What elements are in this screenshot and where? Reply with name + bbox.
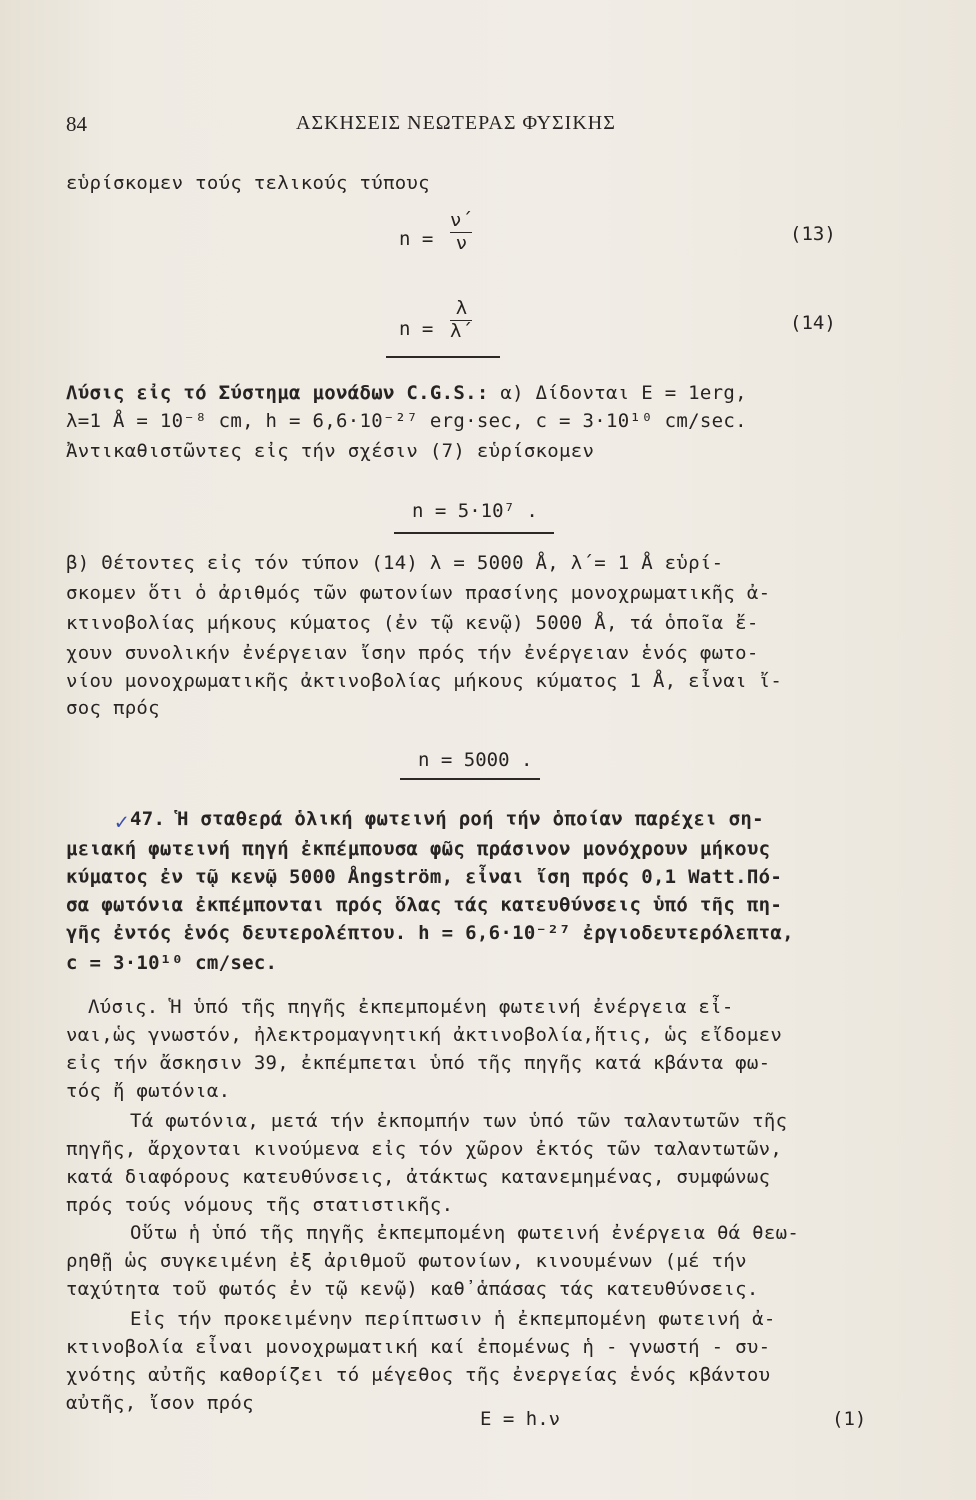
page-number: 84 [66,112,87,136]
result-a: n = 5·10⁷ . [412,500,538,522]
problem47-line-3: κύματος ἐν τῷ κενῷ 5000 Ångström, εἶναι ἴση πρός 0,1 Watt.Πό- [66,866,783,888]
eq14-numerator: λ [455,297,468,319]
eq13-tag: (13) [790,223,836,245]
solution1-heading: Λύσις εἰς τό Σύστημα μονάδων C.G.S.: [66,382,489,404]
solution2-line-2: ναι,ὡς γνωστόν, ἠλεκτρομαγνητική ἀκτινοβολία,ἥτις, ὡς εἴδομεν [66,1024,783,1046]
solution2-line-15: αὐτῆς, ἴσον πρός [66,1392,254,1414]
eq1-tag: (1) [832,1408,867,1430]
section-rule [400,778,540,780]
solution2-line-6: πηγῆς, ἄρχονται κινούμενα εἰς τόν χῶρον ἐκτός τῶν ταλαντωτῶν, [66,1138,783,1160]
solution2-line-4: τός ἤ φωτόνια. [66,1080,231,1102]
solution1-b-line-4: χουν συνολικήν ἐνέργειαν ἴσην πρός τήν ἐνέργειαν ἑνός φωτο- [66,642,759,664]
solution2-line-1: Λύσις. Ἡ ὑπό τῆς πηγῆς ἐκπεμπομένη φωτεινή ἐνέργεια εἶ- [88,996,734,1018]
eq14-fraction [450,298,473,343]
problem47-line-1: 47. Ἡ σταθερά ὁλική φωτεινή ροή τήν ὁποίαν παρέχει ση- [130,808,764,830]
solution2-line-7: κατά διαφόρους κατευθύνσεις, ἀτάκτως κατανεμημένας, συμφώνως [66,1166,771,1188]
solution1-b-line-1: β) Θέτοντες εἰς τόν τύπον (14) λ = 5000 Å, λ΄= 1 Å εὑρί- [66,552,724,574]
eq13-fraction [450,210,473,255]
result-b: n = 5000 . [418,749,533,771]
solution1-line-2: λ=1 Å = 10⁻⁸ cm, h = 6,6·10⁻²⁷ erg·sec, c = 3·10¹⁰ cm/sec. [66,410,747,432]
solution1-line-3: Ἀντικαθιστῶντες εἰς τήν σχέσιν (7) εὑρίσκομεν [66,440,595,462]
eq14-denominator: λ΄ [450,320,473,343]
eq14-lhs: n = [399,318,434,340]
solution1-b-line-3: κτινοβολίας μήκους κύματος (ἐν τῷ κενῷ) 5000 Å, τά ὁποῖα ἔ- [66,612,759,634]
solution1-b-line-6: σος πρός [66,697,160,719]
solution2-line-9: Οὕτω ἡ ὑπό τῆς πηγῆς ἐκπεμπομένη φωτεινή ἐνέργεια θά θεω- [130,1222,800,1244]
eq14-tag: (14) [790,312,836,334]
solution2-line-8: πρός τούς νόμους τῆς στατιστικῆς. [66,1194,454,1216]
problem47-line-5: γῆς ἐντός ἑνός δευτερολέπτου. h = 6,6·10⁻²⁷ ἐργιοδευτερόλεπτα, [66,922,794,944]
solution2-line-3: εἰς τήν ἄσκησιν 39, ἐκπέμπεται ὑπό τῆς πηγῆς κατά κβάντα φω- [66,1052,771,1074]
eq1: Ε = h.ν [480,1408,561,1430]
solution2-line-14: χνότης αὐτῆς καθορίζει τό μέγεθος τῆς ἐνεργείας ἑνός κβάντου [66,1364,771,1386]
eq13-lhs: n = [399,228,434,250]
solution2-line-5: Τά φωτόνια, μετά τήν ἐκπομπήν των ὑπό τῶν ταλαντωτῶν τῆς [130,1110,788,1132]
solution2-line-13: κτινοβολία εἶναι μονοχρωματική καί ἐπομένως ἡ - γνωστή - συ- [66,1336,771,1358]
eq13-denominator: ν [455,232,468,255]
problem47-line-2: μειακή φωτεινή πηγή ἐκπέμπουσα φῶς πράσινον μονόχρουν μήκους [66,838,771,860]
section-rule [394,532,554,534]
margin-check-mark: ✓ [115,810,129,835]
solution2-line-12: Εἰς τήν προκειμένην περίπτωσιν ἡ ἐκπεμπομένη φωτεινή ἀ- [130,1308,776,1330]
solution1-b-line-5: νίου μονοχρωματικῆς ἀκτινοβολίας μήκους κύματος 1 Å, εἶναι ἴ- [66,670,783,692]
solution1-line-1 [66,382,747,404]
running-header: ΑΣΚΗΣΕΙΣ ΝΕΩΤΕΡΑΣ ΦΥΣΙΚΗΣ [296,112,616,134]
intro-line: εὑρίσκομεν τούς τελικούς τύπους [66,172,430,194]
solution1-given: α) Δίδονται Ε = 1erg, [488,382,747,404]
solution2-line-11: ταχύτητα τοῦ φωτός ἐν τῷ κενῷ) καθ᾿ἁπάσας τάς κατευθύνσεις. [66,1278,759,1300]
eq13-numerator: ν΄ [450,209,473,231]
solution1-b-line-2: σκομεν ὅτι ὁ ἀριθμός τῶν φωτονίων πρασίνης μονοχρωματικῆς ἀ- [66,582,771,604]
solution2-line-10: ρηθῇ ὡς συγκειμένη ἐξ ἀριθμοῦ φωτονίων, κινουμένων (μέ τήν [66,1250,747,1272]
section-rule [386,356,500,358]
problem47-line-4: σα φωτόνια ἐκπέμπονται πρός ὅλας τάς κατευθύνσεις ὑπό τῆς πη- [66,894,783,916]
problem47-line-6: c = 3·10¹⁰ cm/sec. [66,952,278,974]
